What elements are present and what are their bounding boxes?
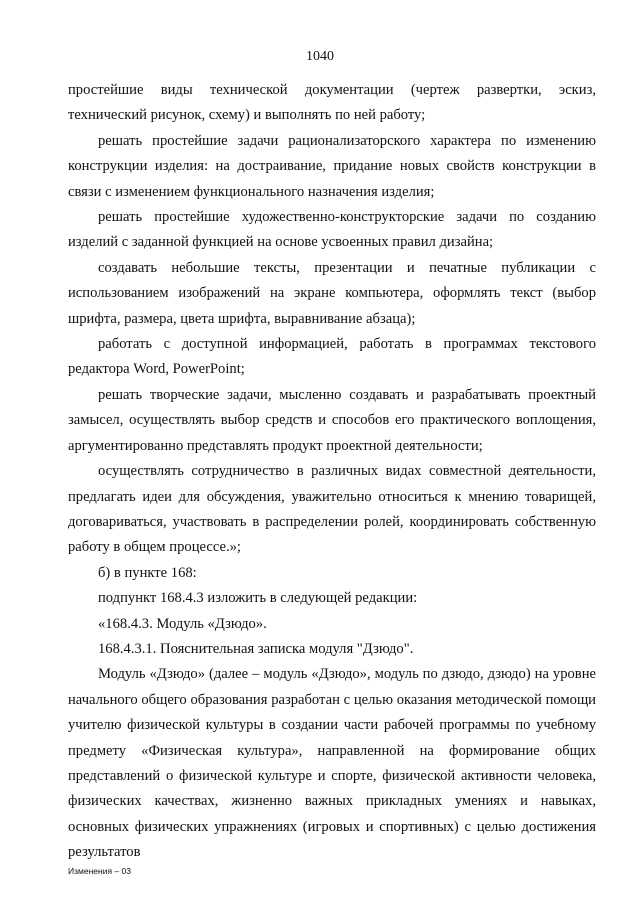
paragraph: «168.4.3. Модуль «Дзюдо».	[98, 615, 267, 632]
paragraph: решать творческие задачи, мысленно создавать и разрабатывать проектный замысел, осуществлять выбор средств и способов его практического воплощения, аргументированно представлять продукт проектной деятельности;	[68, 386, 596, 454]
paragraph: работать с доступной информацией, работать в программах текстового редактора Word, PowerPoint;	[68, 336, 596, 378]
page-footer: Изменения – 03	[68, 866, 131, 876]
paragraph: решать простейшие художественно-конструкторские задачи по созданию изделий с заданной функцией на основе усвоенных правил дизайна;	[68, 209, 596, 251]
paragraph: 168.4.3.1. Пояснительная записка модуля "Дзюдо".	[98, 640, 414, 657]
paragraph: подпункт 168.4.3 изложить в следующей редакции:	[98, 590, 418, 607]
paragraph: Модуль «Дзюдо» (далее – модуль «Дзюдо», модуль по дзюдо, дзюдо) на уровне начального общего образования разработан с целью оказания методической помощи учителю физической культуры в создании части рабочей программы по учебному предмету «Физическая культура», направленной на формирование общих представлений о физической культуре и спорте, физической активности человека, физических качествах, жизненно важных прикладных умениях и навыках, основных физических упражнениях (игровых и спортивных) с целью достижения результатов	[68, 666, 596, 861]
paragraph: б) в пункте 168:	[98, 564, 197, 581]
paragraph: решать простейшие задачи рационализаторского характера по изменению конструкции изделия: на достраивание, придание новых свойств конструкции в связи с изменением функционального назначения изделия;	[68, 132, 596, 200]
paragraph: осуществлять сотрудничество в различных видах совместной деятельности, предлагать идеи для обсуждения, уважительно относиться к мнению товарищей, договариваться, участвовать в распределении ролей, координировать собственную работу в общем процессе.»;	[68, 463, 596, 556]
page-number: 1040	[306, 49, 334, 64]
paragraph: создавать небольшие тексты, презентации и печатные публикации с использованием изображений на экране компьютера, оформлять текст (выбор шрифта, размера, цвета шрифта, выравнивание абзаца);	[68, 259, 596, 327]
paragraph: простейшие виды технической документации (чертеж развертки, эскиз, технический рисунок, схему) и выполнять по ней работу;	[68, 82, 596, 124]
document-body	[68, 78, 596, 866]
